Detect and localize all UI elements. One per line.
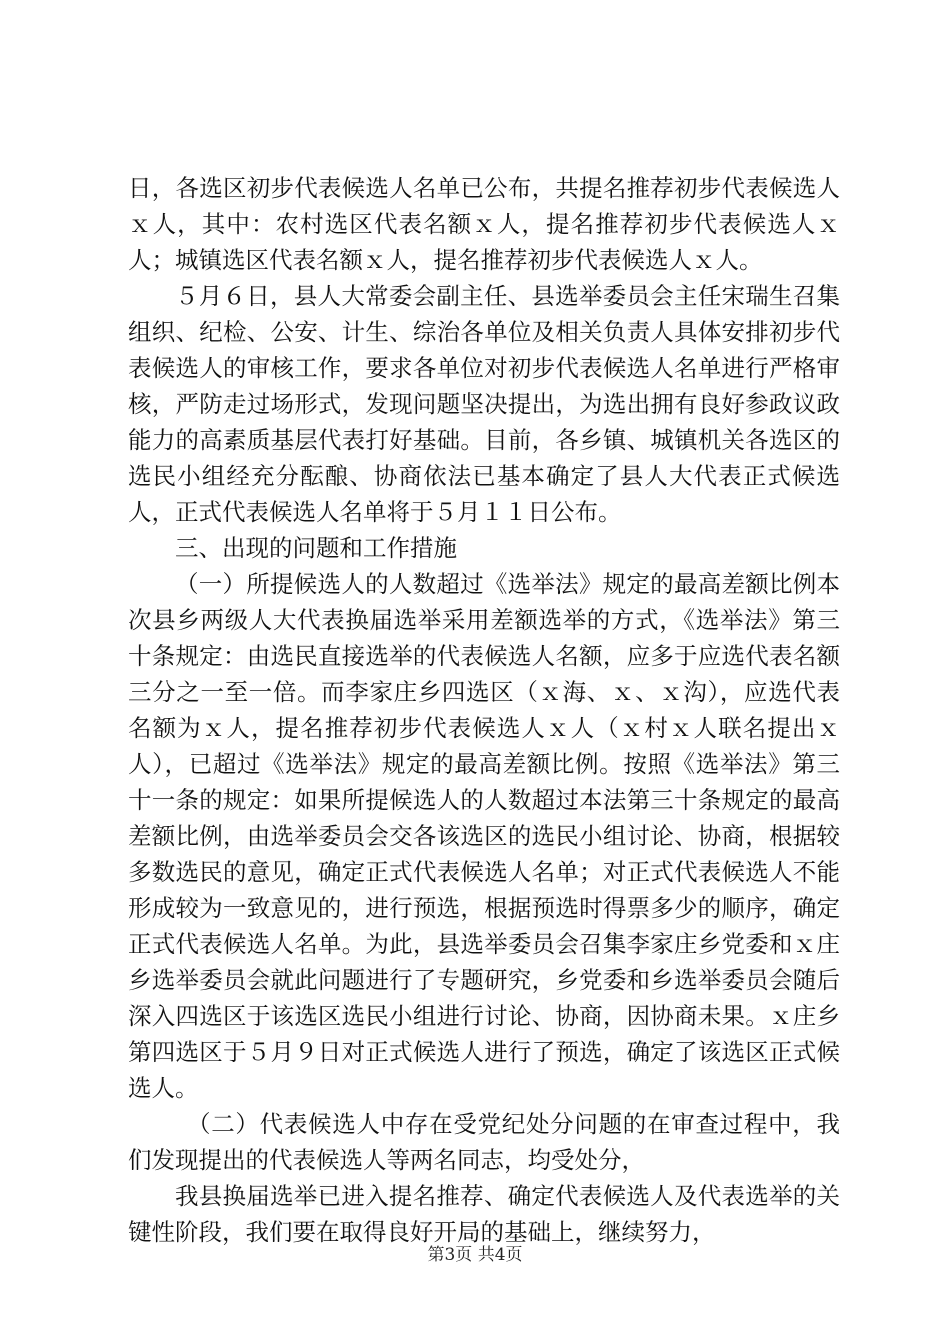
page-footer: 第3页 共4页 [427, 1245, 523, 1265]
paragraph-2: ５月６日，县人大常委会副主任、县选举委员会主任宋瑞生召集组织、纪检、公安、计生、综治各单位及相关负责人具体安排初步代表候选人的审核工作，要求各单位对初步代表候选人名单进行严格审核，严防走过场形式，发现问题坚决提出，为选出拥有良好参政议政能力的高素质基层代表打好基础。目前，各乡镇、城镇机关各选区的选民小组经充分酝酿、协商依法已基本确定了县人大代表正式候选人，正式代表候选人名单将于５月１１日公布。 [128, 282, 840, 526]
document-body [128, 170, 840, 1250]
paragraph-5: 我县换届选举已进入提名推荐、确定代表候选人及代表选举的关键性阶段，我们要在取得良好开局的基础上，继续努力， [128, 1182, 840, 1246]
paragraph-4: （二）代表候选人中存在受党纪处分问题的在审查过程中，我们发现提出的代表候选人等两名同志，均受处分， [128, 1110, 840, 1174]
paragraph-1: 日，各选区初步代表候选人名单已公布，共提名推荐初步代表候选人ｘ人，其中：农村选区代表名额ｘ人，提名推荐初步代表候选人ｘ人；城镇选区代表名额ｘ人，提名推荐初步代表候选人ｘ人。 [128, 174, 840, 274]
section-heading: 三、出现的问题和工作措施 [175, 534, 457, 562]
paragraph-3: （一）所提候选人的人数超过《选举法》规定的最高差额比例本次县乡两级人大代表换届选举采用差额选举的方式，《选举法》第三十条规定：由选民直接选举的代表候选人名额，应多于应选代表名额三分之一至一倍。而李家庄乡四选区（ｘ海、ｘ、ｘ沟），应选代表名额为ｘ人，提名推荐初步代表候选人ｘ人（ｘ村ｘ人联名提出ｘ人），已超过《选举法》规定的最高差额比例。按照《选举法》第三十一条的规定：如果所提候选人的人数超过本法第三十条规定的最高差额比例，由选举委员会交各该选区的选民小组讨论、协商，根据较多数选民的意见，确定正式代表候选人名单；对正式代表候选人不能形成较为一致意见的，进行预选，根据预选时得票多少的顺序，确定正式代表候选人名单。为此，县选举委员会召集李家庄乡党委和ｘ庄乡选举委员会就此问题进行了专题研究，乡党委和乡选举委员会随后深入四选区于该选区选民小组进行讨论、协商，因协商未果。ｘ庄乡第四选区于５月９日对正式候选人进行了预选，确定了该选区正式候选人。 [128, 570, 840, 1102]
